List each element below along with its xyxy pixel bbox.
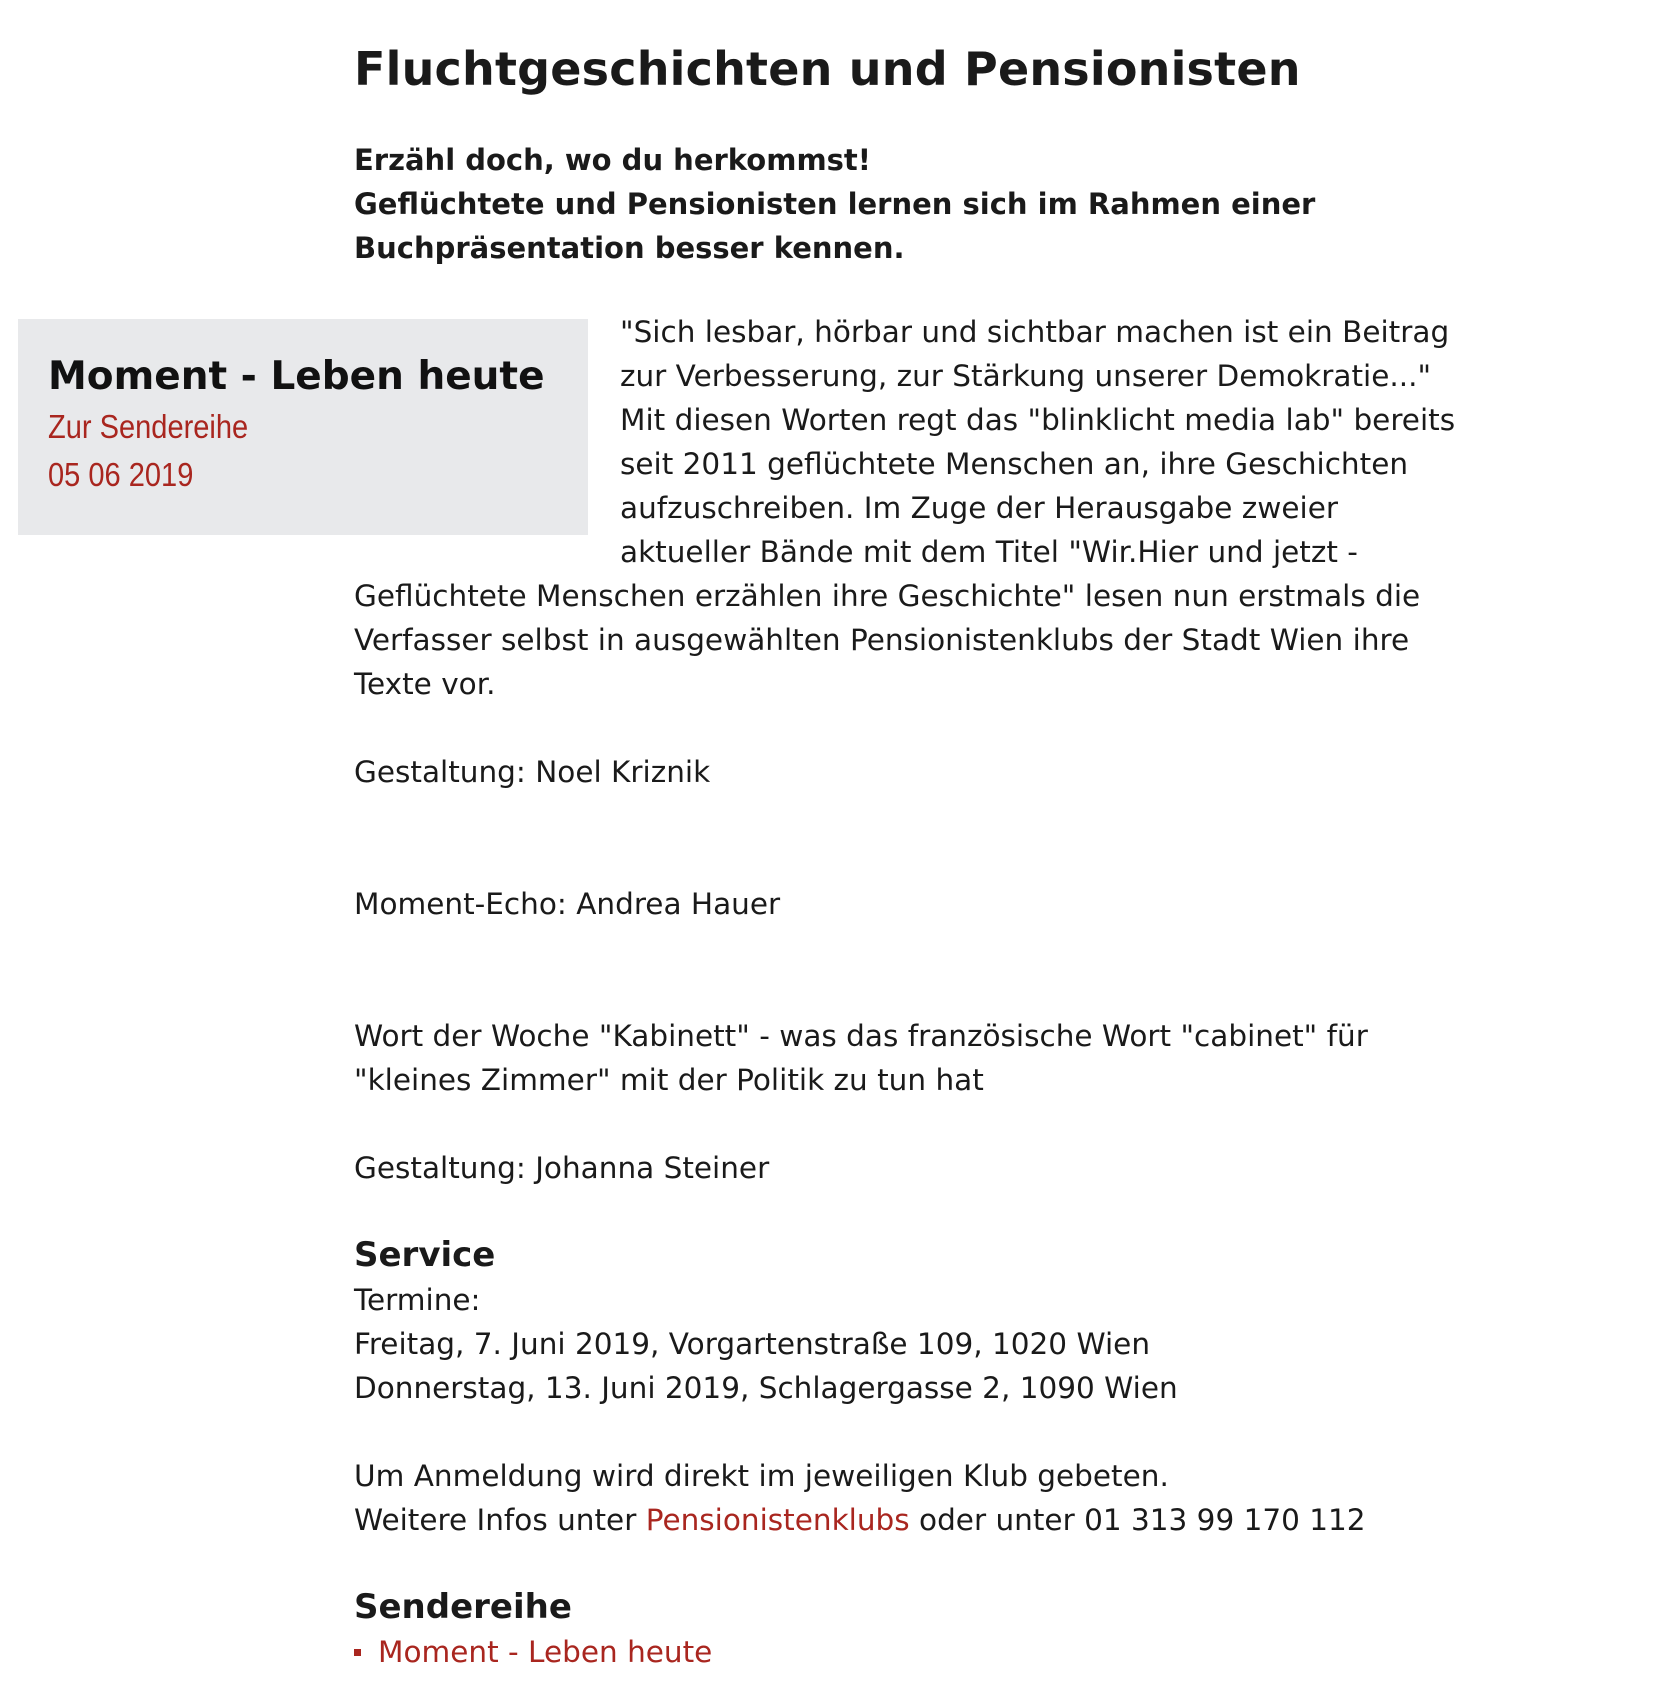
sendereihe-heading: Sendereihe (354, 1587, 572, 1627)
lead-line: Buchpräsentation besser kennen. (354, 231, 905, 265)
article-lead (354, 138, 1474, 270)
info-prefix: Weitere Infos unter (354, 1503, 646, 1537)
body-paragraph: "Sich lesbar, hörbar und sichtbar machen ist ein Beitrag zur Verbesserung, zur Stärkung unserer Demokratie..." Mit diesen Worten regt das "blinklicht media lab" bereits seit 2011 geflüchtete Menschen an, ihre Geschichten aufzuschreiben. Im Zuge der Herausgabe zweier aktueller Bände mit dem Titel "Wir.Hier und jetzt - Geflüchtete Menschen erzählen ihre Geschichte" lesen nun erstmals die Verfasser selbst in ausgewählten Pensionistenklubs der Stadt Wien ihre Texte vor. (354, 315, 1456, 701)
info-suffix: oder unter 01 313 99 170 112 (909, 1503, 1366, 1537)
event-date: Donnerstag, 13. Juni 2019, Schlagergasse 2, 1090 Wien (354, 1371, 1178, 1405)
page-title: Fluchtgeschichten und Pensionisten (354, 42, 1301, 96)
termine-label: Termine: (354, 1283, 481, 1317)
infobox-spacer (354, 310, 620, 574)
event-date: Freitag, 7. Juni 2019, Vorgartenstraße 109, 1020 Wien (354, 1327, 1151, 1361)
pensionistenklubs-link[interactable]: Pensionistenklubs (645, 1503, 910, 1537)
series-link[interactable]: Zur Sendereihe (48, 408, 249, 445)
article-body (354, 310, 1462, 1674)
broadcast-date: 05 06 2019 (48, 456, 194, 493)
credit-design-2: Gestaltung: Johanna Steiner (354, 1151, 770, 1185)
word-of-the-week: Wort der Woche "Kabinett" - was das französische Wort "cabinet" für "kleines Zimmer" mit der Politik zu tun hat (354, 1019, 1368, 1097)
registration-note: Um Anmeldung wird direkt im jeweiligen Klub gebeten. (354, 1459, 1169, 1493)
list-item (354, 1630, 1462, 1674)
article-header (354, 38, 1474, 270)
series-title: Moment - Leben heute (48, 354, 545, 399)
sendereihe-link[interactable]: Moment - Leben heute (378, 1635, 713, 1669)
lead-line: Geflüchtete und Pensionisten lernen sich im Rahmen einer (354, 187, 1316, 221)
credit-design: Gestaltung: Noel Kriznik (354, 755, 711, 789)
moment-echo: Moment-Echo: Andrea Hauer (354, 887, 781, 921)
lead-line: Erzähl doch, wo du herkommst! (354, 143, 872, 177)
service-heading: Service (354, 1235, 496, 1275)
bullet-icon (354, 1649, 361, 1656)
info-line (354, 1498, 1462, 1542)
sendereihe-list (354, 1630, 1462, 1674)
